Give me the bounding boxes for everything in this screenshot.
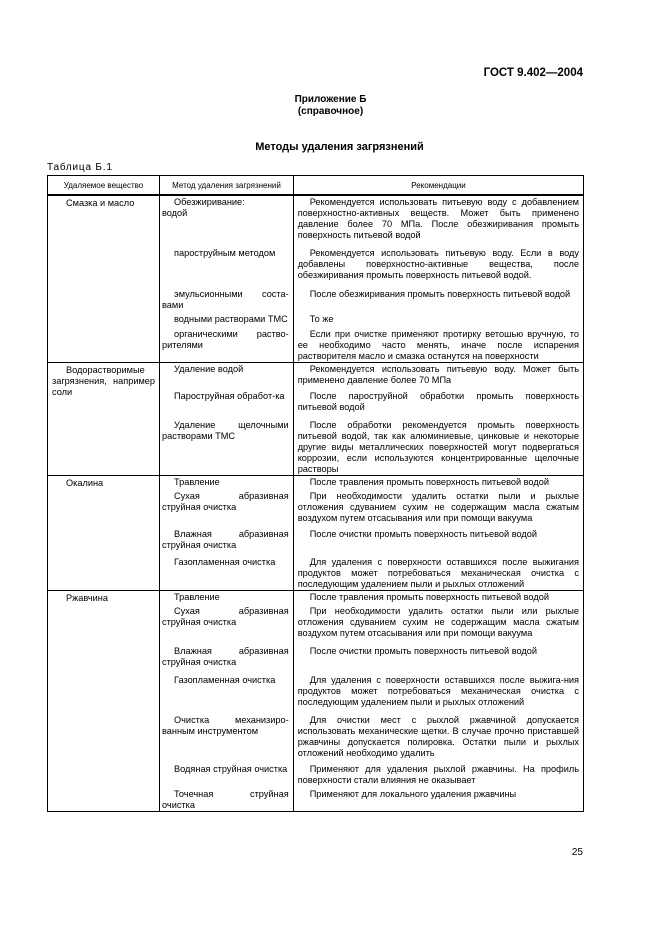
method-row xyxy=(160,386,583,413)
removal-method: Пароструйная обработ-ка xyxy=(174,391,285,401)
recommendation-text: При необходимости удалить остатки пыли или рыхлые отложения сдуванием сухим не содержащим масла сжатым воздухом путем отсасывания или при помощи вакуума xyxy=(297,606,579,638)
removal-method: Травление xyxy=(174,592,220,602)
method-row xyxy=(160,281,583,311)
substance-cell xyxy=(48,195,160,363)
substance-cell xyxy=(48,363,160,476)
removal-method: Влажная абразивная струйная очистка xyxy=(162,646,289,667)
recommendation-text: Для очистки мест с рыхлой ржавчиной допускается использовать механические щетки. В случае прочно приставшей ржавчины допускается полировка. Остатки пыли и рыхлых отложений необходимо удалить xyxy=(297,715,579,758)
recommendation-text: Рекомендуется использовать питьевую воду. Может быть применено давление более 70 МПа xyxy=(297,364,579,385)
removal-method: Газопламенная очистка xyxy=(174,557,276,567)
recommendation-text: Применяют для удаления рыхлой ржавчины. На профиль поверхности стали влияния не оказывает xyxy=(297,764,579,785)
recommendation-text: Для удаления с поверхности оставшихся после выжига-ния продуктов может потребоваться механическая очистка с последующим удалением пыли и рыхлых отложений xyxy=(297,675,579,707)
method-row xyxy=(160,759,583,786)
method-row xyxy=(160,551,583,590)
table-group-row xyxy=(48,195,584,363)
column-header-recommendation: Рекомендации xyxy=(294,176,584,196)
table-caption: Таблица Б.1 xyxy=(47,162,113,173)
column-header-method: Метод удаления загрязнений xyxy=(160,176,294,196)
method-recommendation-cell xyxy=(160,195,584,363)
method-row xyxy=(160,488,583,524)
method-row xyxy=(160,668,583,708)
method-row xyxy=(160,241,583,281)
removal-method: Удаление щелочными растворами ТМС xyxy=(162,420,289,441)
table-group-row xyxy=(48,363,584,476)
method-row xyxy=(160,786,583,811)
removal-method: Обезжиривание: водой xyxy=(162,197,245,218)
contaminant-removal-table xyxy=(47,175,584,812)
substance-name: Окалина xyxy=(66,478,104,488)
method-row xyxy=(160,708,583,759)
recommendation-text: После очистки промыть поверхность питьевой водой xyxy=(309,646,537,656)
removal-method: Водяная струйная очистка xyxy=(174,764,288,774)
recommendation-text: Применяют для локального удаления ржавчины xyxy=(309,789,517,799)
method-recommendation-cell xyxy=(160,476,584,591)
substance-name: Водорастворимые загрязнения, например соли xyxy=(52,365,155,397)
method-row xyxy=(160,591,583,603)
method-row xyxy=(160,363,583,386)
method-recommendation-cell xyxy=(160,363,584,476)
method-row xyxy=(160,196,583,241)
recommendation-text: Если при очистке применяют протирку ветошью вручную, то ее необходимо часто менять, иначе после испарения растворителя масло и смазка останутся на поверхности xyxy=(297,329,579,361)
standard-code: ГОСТ 9.402—2004 xyxy=(483,67,583,79)
method-row xyxy=(160,603,583,639)
method-row xyxy=(160,476,583,488)
recommendation-text: После травления промыть поверхность питьевой водой xyxy=(309,592,549,602)
removal-method: Точечная струйная очистка xyxy=(162,789,289,810)
table-header-row xyxy=(48,176,584,196)
recommendation-text: После очистки промыть поверхность питьевой водой xyxy=(309,529,537,539)
recommendation-text: При необходимости удалить остатки пыли и рыхлые отложения сдуванием сухим не содержащим масла сжатым воздухом путем отсасывания или при помощи вакуума xyxy=(297,491,579,523)
removal-method: Сухая абразивная струйная очистка xyxy=(162,606,289,627)
method-row xyxy=(160,524,583,551)
table-group-row xyxy=(48,591,584,812)
recommendation-text: После обработки рекомендуется промыть поверхность питьевой водой, так как алюминиевые, цинковые и некоторые другие виды металлических поверхностей могут подвергаться коррозии, если используются концентрированные щелочные растворы xyxy=(297,420,579,474)
recommendation-text: Рекомендуется использовать питьевую воду. Если в воду добавлены поверхностно-активные вещества, после обезжиривания промыть поверхность питьевой водой. xyxy=(297,248,579,280)
page-number: 25 xyxy=(571,847,583,858)
method-row xyxy=(160,639,583,668)
removal-method: эмульсионными соста-вами xyxy=(162,289,289,310)
appendix-heading xyxy=(0,94,661,118)
table-group-row xyxy=(48,476,584,591)
column-header-substance: Удаляемое вещество xyxy=(48,176,160,196)
substance-name: Смазка и масло xyxy=(66,198,135,208)
method-row xyxy=(160,325,583,362)
method-row xyxy=(160,413,583,475)
removal-method: Сухая абразивная струйная очистка xyxy=(162,491,289,512)
removal-method: органическими раство-рителями xyxy=(162,329,289,350)
recommendation-text: После обезжиривания промыть поверхность питьевой водой xyxy=(309,289,571,299)
removal-method: пароструйным методом xyxy=(174,248,276,258)
removal-method: Газопламенная очистка xyxy=(174,675,276,685)
method-recommendation-cell xyxy=(160,591,584,812)
recommendation-text: Для удаления с поверхности оставшихся после выжигания продуктов может потребоваться механическая очистка с последующим удалением пыли и рыхлых отложений xyxy=(297,557,579,589)
substance-cell xyxy=(48,476,160,591)
removal-method: Травление xyxy=(174,477,220,487)
appendix-title: Приложение Б xyxy=(294,94,367,105)
recommendation-text: То же xyxy=(309,314,334,324)
substance-name: Ржавчина xyxy=(66,593,108,603)
removal-method: Очистка механизиро-ванным инструментом xyxy=(162,715,289,736)
removal-method: Влажная абразивная струйная очистка xyxy=(162,529,289,550)
removal-method: водными растворами ТМС xyxy=(174,314,288,324)
method-row xyxy=(160,311,583,325)
document-title: Методы удаления загрязнений xyxy=(255,141,424,153)
substance-cell xyxy=(48,591,160,812)
removal-method: Удаление водой xyxy=(174,364,244,374)
appendix-subtitle: (справочное) xyxy=(297,106,364,117)
recommendation-text: После травления промыть поверхность питьевой водой xyxy=(309,477,549,487)
recommendation-text: После пароструйной обработки промыть поверхность питьевой водой xyxy=(297,391,579,412)
recommendation-text: Рекомендуется использовать питьевую воду с добавлением поверхностно-активных веществ. Может быть применено давление более 70 МПа. После обезжиривания промыть поверхность питьевой водой xyxy=(297,197,579,240)
